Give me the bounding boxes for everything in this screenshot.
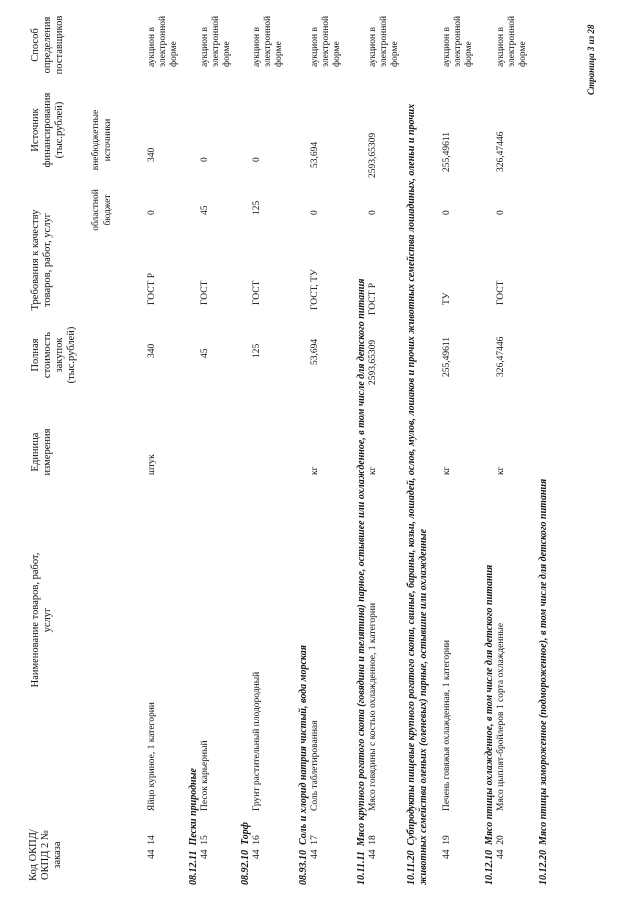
header-regional: областной бюджет xyxy=(91,189,113,231)
row-unit: кг xyxy=(368,466,378,475)
row-method: аукцион в электронной форме xyxy=(147,15,179,67)
row-req: ГОСТ, ТУ xyxy=(310,269,320,310)
group-title: 08.92.10 Торф xyxy=(240,822,251,885)
row-number: 44 14 xyxy=(147,835,157,859)
group-title: 10.11.20 Субпродукты пищевые крупного рогатого скота, свиные, бараньи, козьи, лошадей, ослов, мулов, лошаков и прочих животных семейства лошадиных, оленьи и прочих животных семейства оленьих (оленевых) парные, остывшие или охлажденные xyxy=(406,103,429,885)
row-unit: кг xyxy=(442,466,452,475)
row-name: Мясо цыплят-бройлеров 1 сорта охлажденные xyxy=(496,622,506,811)
row-unit: кг xyxy=(310,466,320,475)
row-unit: кг xyxy=(496,466,506,475)
row-regional: 0 xyxy=(496,210,506,215)
row-name: Соль таблетированная xyxy=(310,720,320,811)
row-extra: 255,49611 xyxy=(442,131,452,172)
row-number: 44 15 xyxy=(200,835,210,859)
row-extra: 326,47446 xyxy=(496,131,506,172)
row-method: аукцион в электронной форме xyxy=(442,15,474,67)
header-finance: Источник финансирования (тыс.рублей) xyxy=(30,92,65,168)
row-name: Яйцо куриное, 1 категории xyxy=(147,702,157,811)
row-method: аукцион в электронной форме xyxy=(252,15,284,67)
row-regional: 0 xyxy=(147,210,157,215)
row-regional: 0 xyxy=(310,210,320,215)
row-total: 326,47446 xyxy=(496,336,506,377)
row-unit: штук xyxy=(147,454,157,475)
row-total: 45 xyxy=(200,348,210,358)
row-total: 125 xyxy=(252,343,262,358)
header-unit: Единица измерения xyxy=(30,428,53,476)
header-total: Полная стоимость закупок (тыс.рублей) xyxy=(30,326,77,384)
row-regional: 45 xyxy=(200,205,210,215)
group-title: 10.11.11 Мясо крупного рогатого скота (говядина и телятина) парное, остывшее или охлажденное, в том числе для детского питания xyxy=(356,278,367,885)
row-total: 340 xyxy=(147,343,157,358)
header-requirements: Требования к качеству товаров, работ, услуг xyxy=(30,209,53,311)
group-title: 10.12.20 Мясо птицы замороженное (подмороженное), в том числе для детского питания xyxy=(538,478,549,885)
row-extra: 53,694 xyxy=(310,141,320,168)
row-req: ГОСТ xyxy=(200,280,210,305)
page-number: Страница 3 из 28 xyxy=(586,24,596,95)
row-name: Мясо говядины с костью охлажденное, 1 категории xyxy=(368,602,378,811)
row-extra: 2593,65309 xyxy=(368,132,378,178)
row-name: Печень говяжья охлажденная, 1 категории xyxy=(442,639,452,811)
row-name: Грунт растительный плодородный xyxy=(252,671,262,811)
row-regional: 0 xyxy=(442,210,452,215)
header-method: Способ определения поставщиков xyxy=(30,15,65,75)
row-req: ГОСТ xyxy=(252,280,262,305)
row-method: аукцион в электронной форме xyxy=(200,15,232,67)
row-req: ГОСТ Р xyxy=(147,272,157,305)
row-req: ТУ xyxy=(442,292,452,305)
row-extra: 340 xyxy=(147,147,157,162)
group-title: 10.12.10 Мясо птицы охлажденное, в том числе для детского питания xyxy=(484,564,495,885)
row-method: аукцион в электронной форме xyxy=(368,15,400,67)
row-number: 44 16 xyxy=(252,835,262,859)
row-method: аукцион в электронной форме xyxy=(310,15,342,67)
row-regional: 125 xyxy=(252,200,262,215)
header-extra: внебюджетные источники xyxy=(91,109,113,171)
row-number: 44 19 xyxy=(442,835,452,859)
row-extra: 0 xyxy=(200,157,210,162)
row-number: 44 18 xyxy=(368,835,378,859)
group-title: 08.93.10 Соль и хлорид натрия чистый, вода морская xyxy=(298,645,309,885)
row-number: 44 20 xyxy=(496,835,506,859)
row-number: 44 17 xyxy=(310,835,320,859)
row-total: 255,49611 xyxy=(442,336,452,377)
row-extra: 0 xyxy=(252,157,262,162)
row-req: ГОСТ Р xyxy=(368,282,378,315)
header-name: Наименование товаров, работ, услуг xyxy=(30,552,53,688)
row-method: аукцион в электронной форме xyxy=(496,15,528,67)
group-title: 08.12.11 Пески природные xyxy=(188,768,199,885)
row-total: 2593,65309 xyxy=(368,339,378,385)
header-code: Код ОКПД/ ОКПД 2 № заказа xyxy=(28,829,63,881)
row-req: ГОСТ xyxy=(496,280,506,305)
row-name: Песок карьерный xyxy=(200,740,210,811)
row-regional: 0 xyxy=(368,210,378,215)
row-total: 53,694 xyxy=(310,338,320,365)
